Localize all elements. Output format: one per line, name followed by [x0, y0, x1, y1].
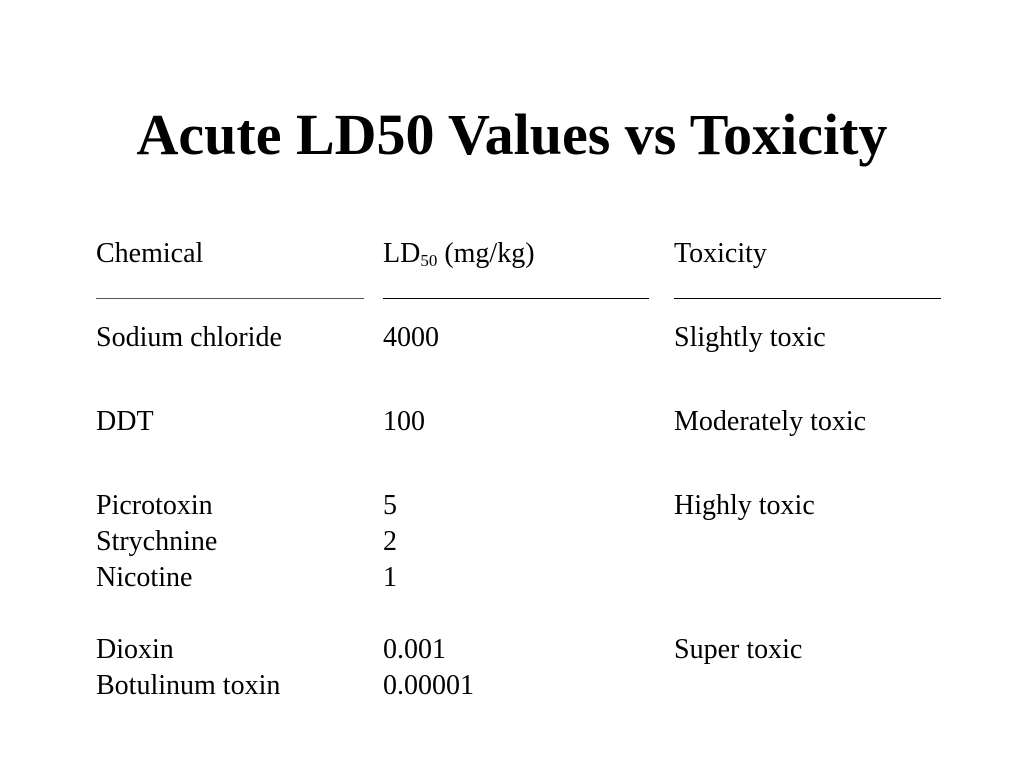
- table-row: [96, 488, 944, 524]
- toxicity-cell: [674, 524, 944, 560]
- header-rule-toxicity: [674, 298, 941, 299]
- chemical-cell: Picrotoxin: [96, 490, 213, 521]
- header-rule-chemical: [96, 298, 364, 299]
- table-row: [96, 668, 944, 704]
- header-ld50-unit: (mg/kg): [437, 238, 535, 269]
- chemical-cell: Sodium chloride: [96, 322, 282, 353]
- table-row: [96, 524, 944, 560]
- toxicity-cell: Super toxic: [674, 634, 803, 665]
- chemical-cell: DDT: [96, 406, 154, 437]
- ld50-cell: 0.00001: [383, 670, 474, 701]
- chemical-cell: Botulinum toxin: [96, 670, 281, 701]
- slide-title: Acute LD50 Values vs Toxicity: [136, 102, 888, 167]
- ld50-cell: 100: [383, 406, 425, 437]
- row-gap: [96, 356, 944, 404]
- toxicity-cell: Moderately toxic: [674, 406, 867, 437]
- ld50-cell: 1: [383, 562, 397, 593]
- toxicity-cell: [674, 668, 944, 704]
- table-row: [96, 560, 944, 596]
- ld50-table: [96, 236, 944, 704]
- header-ld50-subscript: 50: [420, 251, 438, 270]
- ld50-cell: 4000: [383, 322, 439, 353]
- header-ld50-main: LD: [383, 238, 421, 269]
- table-row: [96, 632, 944, 668]
- table-row: [96, 320, 944, 356]
- header-toxicity: Toxicity: [674, 238, 767, 269]
- toxicity-cell: [674, 560, 944, 596]
- ld50-cell: 5: [383, 490, 397, 521]
- header-ld50: [383, 236, 674, 272]
- row-gap: [96, 440, 944, 488]
- table-row: [96, 404, 944, 440]
- ld50-cell: 2: [383, 526, 397, 557]
- header-row: [96, 236, 944, 272]
- header-rule-row: [96, 272, 944, 320]
- chemical-cell: Strychnine: [96, 526, 218, 557]
- toxicity-cell: Highly toxic: [674, 490, 815, 521]
- header-rule-ld50: [383, 298, 649, 299]
- header-chemical: Chemical: [96, 238, 204, 269]
- chemical-cell: Nicotine: [96, 562, 193, 593]
- ld50-cell: 0.001: [383, 634, 446, 665]
- toxicity-cell: Slightly toxic: [674, 322, 826, 353]
- row-gap: [96, 596, 944, 632]
- chemical-cell: Dioxin: [96, 634, 174, 665]
